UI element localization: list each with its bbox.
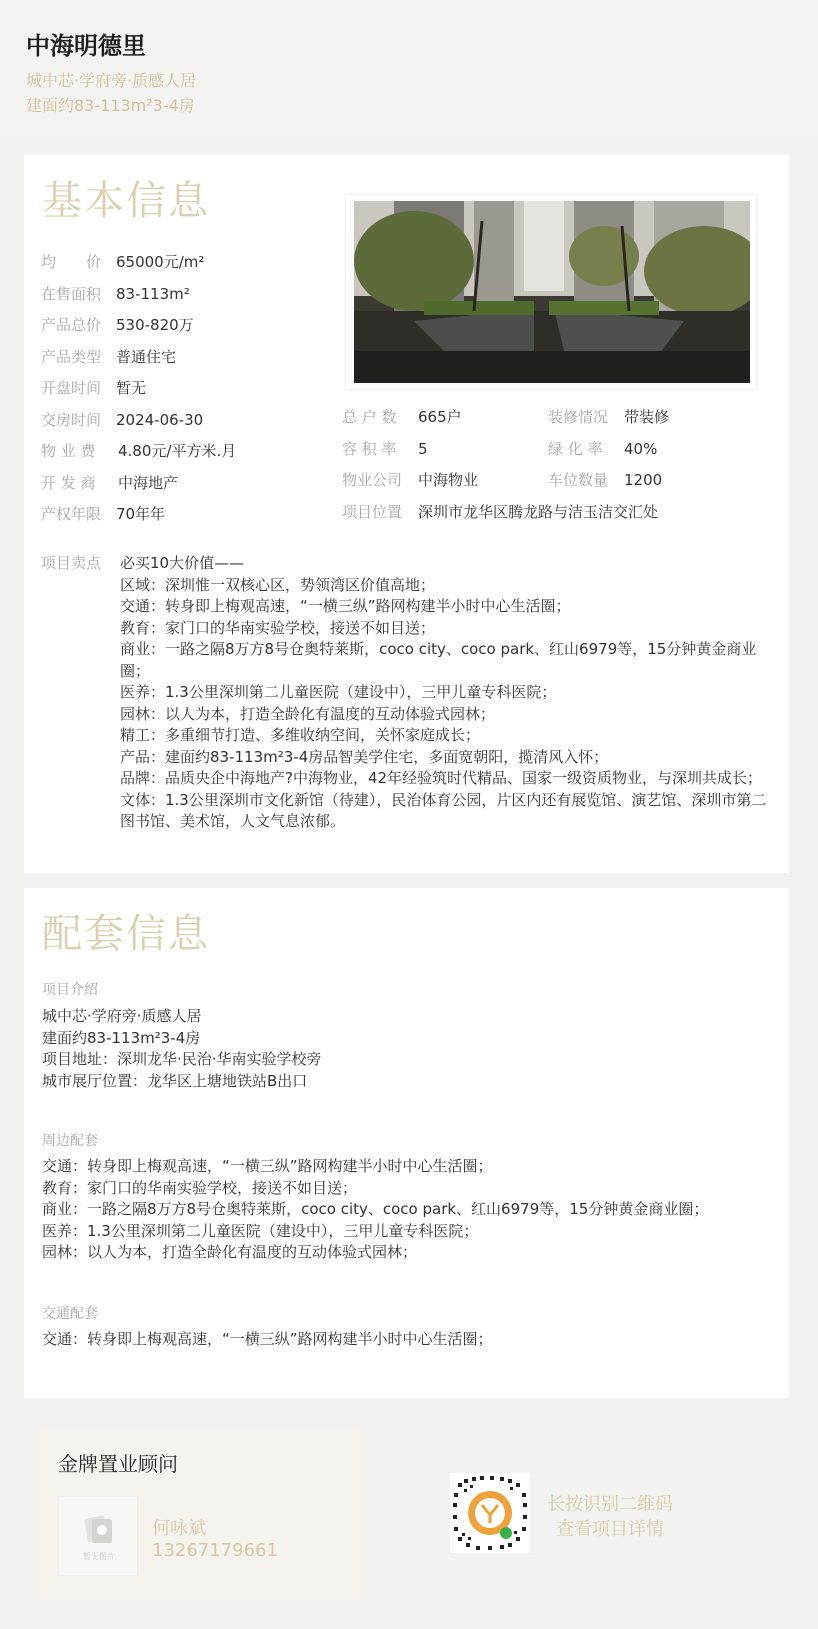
selling-point: 医养：1.3公里深圳第二儿童医院（建设中），三甲儿童专科医院；: [120, 683, 557, 701]
selling-point: 产品：建面约83-113m²3-4房品智美学住宅，多面宽朝阳，揽清风入怀；: [120, 747, 609, 766]
selling-points: [120, 553, 770, 833]
nearby-line: 商业：一路之隔8万方8号仓奥特莱斯，coco city、coco park、红山6979等，15分钟黄金商业圈；: [42, 1200, 709, 1218]
intro-text: [42, 1006, 762, 1092]
basic-info-card: [24, 155, 789, 873]
project-area: 建面约83-113m²3-4房: [26, 96, 195, 115]
nearby-text: [42, 1156, 762, 1264]
facilities-title: 配套信息: [42, 911, 210, 957]
intro-line: 城市展厅位置：龙华区上塘地铁站B出口: [42, 1071, 308, 1090]
basic-info-title: 基本信息: [42, 178, 210, 224]
kv-value: 中海物业: [418, 471, 479, 489]
kv-label: 物业公司: [342, 471, 403, 489]
kv-label: 均 价: [41, 253, 102, 271]
nearby-line: 交通：转身即上梅观高速，“一横三纵”路网构建半小时中心生活圈；: [42, 1157, 493, 1175]
kv-label: 容 积 率: [342, 439, 397, 458]
kv-value: 暂无: [116, 379, 147, 397]
traffic-text: [42, 1329, 762, 1351]
advisor-title: 金牌置业顾问: [58, 1452, 178, 1476]
selling-point: 教育：家门口的华南实验学校，接送不如目送；: [120, 618, 436, 637]
kv-label: 交房时间: [41, 410, 102, 429]
kv-value: 深圳市龙华区腾龙路与洁玉洁交汇处: [418, 502, 659, 521]
intro-label: 项目介绍: [42, 982, 98, 998]
kv-label: 开 发 商: [41, 473, 96, 492]
selling-point: 精工：多重细节打造、多维收纳空间，关怀家庭成长；: [120, 726, 481, 744]
kv-value: 83-113m²: [116, 284, 190, 303]
kv-value: 带装修: [624, 408, 670, 426]
qr-instruction: 长按识别二维码: [547, 1494, 673, 1515]
project-title: 中海明德里: [26, 32, 146, 60]
kv-label: 车位数量: [548, 471, 609, 489]
courtyard-image: [354, 201, 750, 383]
kv-value: 2024-06-30: [116, 410, 204, 429]
qr-subinstruction: 查看项目详情: [556, 1519, 664, 1540]
kv-value: 1200: [624, 471, 663, 489]
kv-label: 产品总价: [41, 316, 102, 334]
advisor-phone[interactable]: 13267179661: [152, 1540, 278, 1561]
kv-label: 绿 化 率: [548, 439, 603, 458]
basic-info-left-list: [41, 252, 341, 542]
qr-code[interactable]: [450, 1473, 530, 1553]
traffic-line: 交通：转身即上梅观高速，“一横三纵”路网构建半小时中心生活圈；: [42, 1330, 493, 1348]
kv-label: 装修情况: [548, 408, 609, 426]
basic-info-right-list: [342, 407, 772, 527]
selling-point: 商业：一路之隔8万方8号仓奥特莱斯，coco city、coco park、红山6979等，15分钟黄金商业圈；: [120, 640, 757, 680]
kv-label: 物 业 费: [41, 442, 96, 460]
project-photo[interactable]: [346, 195, 756, 389]
kv-value: 65000元/m²: [116, 253, 205, 271]
kv-value: 5: [418, 439, 428, 458]
selling-points-label: 项目卖点: [41, 554, 102, 572]
kv-label: 项目位置: [342, 502, 403, 521]
selling-point: 区域：深圳惟一双核心区，势领湾区价值高地；: [120, 575, 436, 594]
kv-value: 40%: [624, 439, 658, 458]
selling-point: 品牌：品质央企中海地产?中海物业，42年经验筑时代精品、国家一级资质物业，与深圳共成长；: [120, 769, 763, 787]
kv-label: 开盘时间: [41, 379, 102, 397]
advisor-name: 何咏斌: [152, 1518, 206, 1539]
kv-value: 70年年: [116, 505, 166, 523]
kv-value: 530-820万: [116, 316, 194, 334]
intro-line: 城中芯·学府旁·质感人居: [42, 1007, 202, 1025]
avatar-caption: 暂无图片: [83, 1552, 115, 1561]
nearby-line: 教育：家门口的华南实验学校，接送不如目送；: [42, 1178, 358, 1197]
header: [0, 0, 818, 140]
kv-label: 产品类型: [41, 347, 102, 366]
avatar[interactable]: [58, 1496, 138, 1576]
selling-point: 文体：1.3公里深圳市文化新馆（待建），民治体育公园，片区内还有展览馆、演艺馆、深圳市第二图书馆、美术馆，人文气息浓郁。: [120, 790, 767, 830]
selling-point: 园林：以人为本，打造全龄化有温度的互动体验式园林；: [120, 704, 496, 723]
traffic-label: 交通配套: [42, 1306, 98, 1322]
nearby-line: 园林：以人为本，打造全龄化有温度的互动体验式园林；: [42, 1243, 418, 1261]
kv-label: 总 户 数: [342, 408, 397, 426]
kv-label: 产权年限: [41, 505, 102, 523]
project-tagline: 城中芯·学府旁·质感人居: [26, 71, 197, 90]
kv-value: 普通住宅: [116, 347, 177, 366]
kv-value: 4.80元/平方米.月: [118, 442, 237, 460]
selling-point: 必买10大价值——: [120, 554, 245, 572]
facilities-card: [24, 888, 789, 1398]
kv-label: 在售面积: [41, 284, 102, 303]
advisor-card: [40, 1430, 360, 1600]
intro-line: 项目地址：深圳龙华·民治·华南实验学校旁: [42, 1050, 322, 1068]
selling-point: 交通：转身即上梅观高速，“一横三纵”路网构建半小时中心生活圈；: [120, 597, 571, 615]
intro-line: 建面约83-113m²3-4房: [42, 1028, 201, 1047]
kv-value: 665户: [418, 408, 462, 426]
nearby-line: 医养：1.3公里深圳第二儿童医院（建设中），三甲儿童专科医院；: [42, 1221, 479, 1240]
nearby-label: 周边配套: [42, 1133, 98, 1149]
image-placeholder-icon: [84, 1513, 114, 1547]
kv-value: 中海地产: [118, 473, 179, 492]
mini-program-code-icon: [450, 1473, 530, 1553]
